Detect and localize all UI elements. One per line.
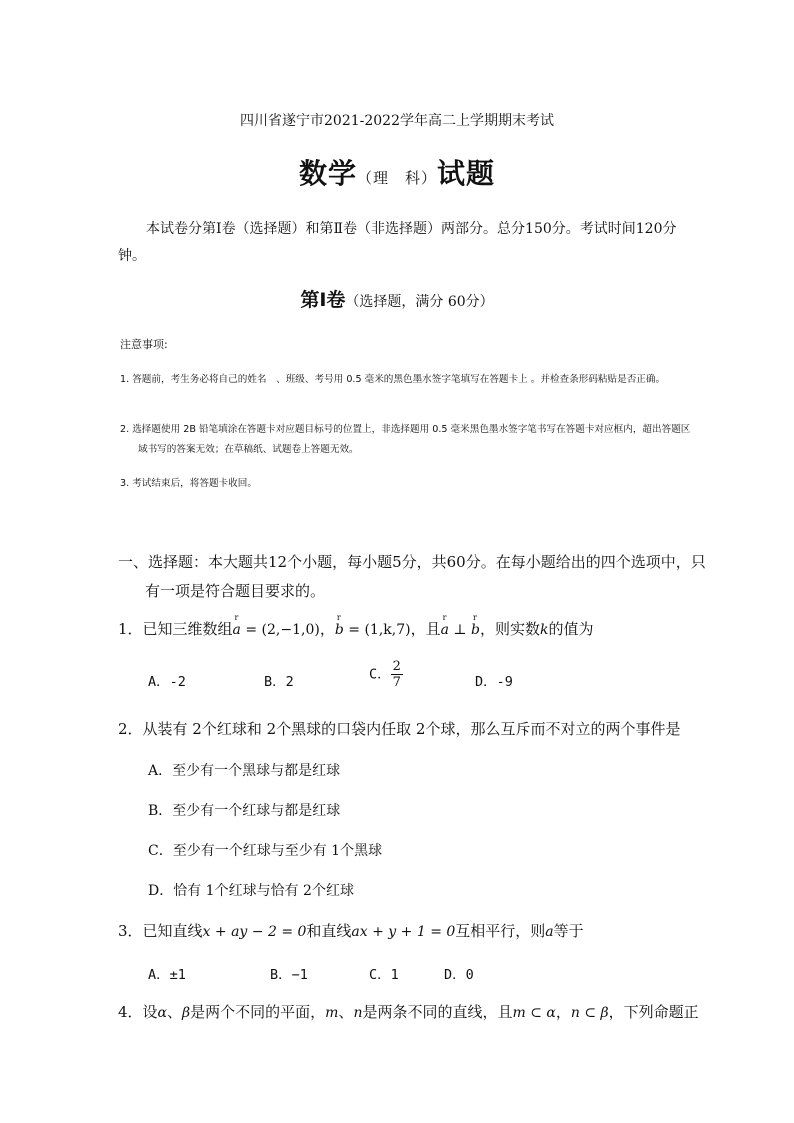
q4-cond-2: n ⊂ β bbox=[570, 1005, 609, 1021]
notice-heading: 注意事项: bbox=[120, 338, 168, 351]
q3-var-a: a bbox=[545, 924, 554, 940]
exam-title bbox=[0, 152, 794, 192]
vector-mark: r bbox=[473, 613, 477, 622]
q1-perp-a: r a bbox=[440, 613, 449, 638]
q3-option-d: D．0 bbox=[444, 967, 474, 983]
q4-beta: β bbox=[182, 1005, 191, 1021]
notice-item-2: 2. 选择题使用 2B 铅笔填涂在答题卡对应题目标号的位置上，非选择题用 0.5 毫米黑色墨水签字笔书写在答题卡对应框内，超出答题区域书写的答案无效；在草稿纸、试题卷上答题无效。 bbox=[120, 424, 691, 455]
q1-var-k: k bbox=[540, 622, 549, 638]
vector-mark: r bbox=[234, 613, 239, 622]
vector-mark: r bbox=[442, 613, 447, 622]
title-main: 数学 bbox=[298, 157, 357, 190]
q1-option-b: B．2 bbox=[264, 674, 294, 690]
q2-option-c: C．至少有一个红球与至少有 1个黑球 bbox=[148, 843, 383, 859]
title-end: 试题 bbox=[437, 157, 496, 190]
perp-symbol: ⊥ bbox=[448, 622, 472, 638]
q1-vector-a-value: = (2,−1,0) bbox=[240, 622, 320, 638]
q1-prefix: 1．已知三维数组 bbox=[118, 620, 233, 638]
q1-option-a: A．-2 bbox=[148, 674, 186, 690]
q1-option-d: D．-9 bbox=[475, 674, 513, 690]
vector-mark: r bbox=[336, 613, 341, 622]
notice-item-3: 3. 考试结束后，将答题卡收回。 bbox=[120, 478, 257, 489]
q4-n: n bbox=[353, 1005, 363, 1021]
question-3-stem: 3．已知直线x + ay − 2 = 0和直线ax + y + 1 = 0互相平行，则a等于 bbox=[118, 922, 584, 940]
q3-line-2: ax + y + 1 = 0 bbox=[351, 924, 456, 940]
part1-heading bbox=[0, 285, 794, 312]
q2-option-b: B．至少有一个红球与都是红球 bbox=[148, 803, 341, 819]
q3-option-c: C．1 bbox=[369, 967, 399, 983]
title-paren: （理 科） bbox=[356, 169, 437, 187]
q1-perp-b: r b bbox=[471, 613, 480, 638]
intro-paragraph: 本试卷分第Ⅰ卷（选择题）和第Ⅱ卷（非选择题）两部分。总分150分。考试时间120分钟。 bbox=[118, 221, 677, 264]
question-4-stem: 4．设α、β是两个不同的平面，m、n是两条不同的直线，且m ⊂ α，n ⊂ β，下列命题正 bbox=[118, 1003, 699, 1021]
q2-option-a: A．至少有一个黑球与都是红球 bbox=[148, 763, 341, 779]
part1-note: （选择题，满分 60分） bbox=[345, 294, 494, 310]
q3-option-b: B．−1 bbox=[270, 967, 308, 983]
q4-cond-1: m ⊂ α bbox=[512, 1005, 556, 1021]
notice-item-1: 1. 答题前，考生务必将自己的姓名 、班级、考号用 0.5 毫米的黑色墨水签字笔填写在答题卡上 。并检查条形码粘贴是否正确。 bbox=[120, 374, 666, 385]
question-1-stem: 1．已知三维数组 r a = (2,−1,0)， r b = (1,k,7)，且 r a ⊥ r b，则实数k的值为 bbox=[118, 613, 594, 638]
section1-instructions: 一、选择题：本大题共12个小题，每小题5分，共60分。在每小题给出的四个选项中，只有一项是符合题目要求的。 bbox=[118, 553, 706, 600]
q3-line-1: x + ay − 2 = 0 bbox=[202, 924, 307, 940]
q4-alpha: α bbox=[157, 1005, 168, 1021]
q2-option-d: D．恰有 1个红球与恰有 2个红球 bbox=[148, 883, 354, 899]
q1-vector-b: r b bbox=[334, 613, 344, 638]
exam-subtitle: 四川省遂宁市2021-2022学年高二上学期期末考试 bbox=[240, 113, 554, 129]
q1-option-c: C． $\frac{2}{7}$ bbox=[369, 659, 401, 690]
question-2-stem: 2．从装有 2个红球和 2个黑球的口袋内任取 2个球，那么互斥而不对立的两个事件是 bbox=[118, 720, 681, 738]
q4-m: m bbox=[325, 1005, 339, 1021]
q1-vector-b-value: = (1,k,7) bbox=[343, 622, 411, 638]
q1-vector-a: r a bbox=[232, 613, 241, 638]
q1-option-c-fraction: $\frac{2}{7}$ bbox=[392, 659, 401, 690]
part1-title: 第Ⅰ卷 bbox=[300, 289, 346, 311]
q3-option-a: A．±1 bbox=[148, 967, 186, 983]
